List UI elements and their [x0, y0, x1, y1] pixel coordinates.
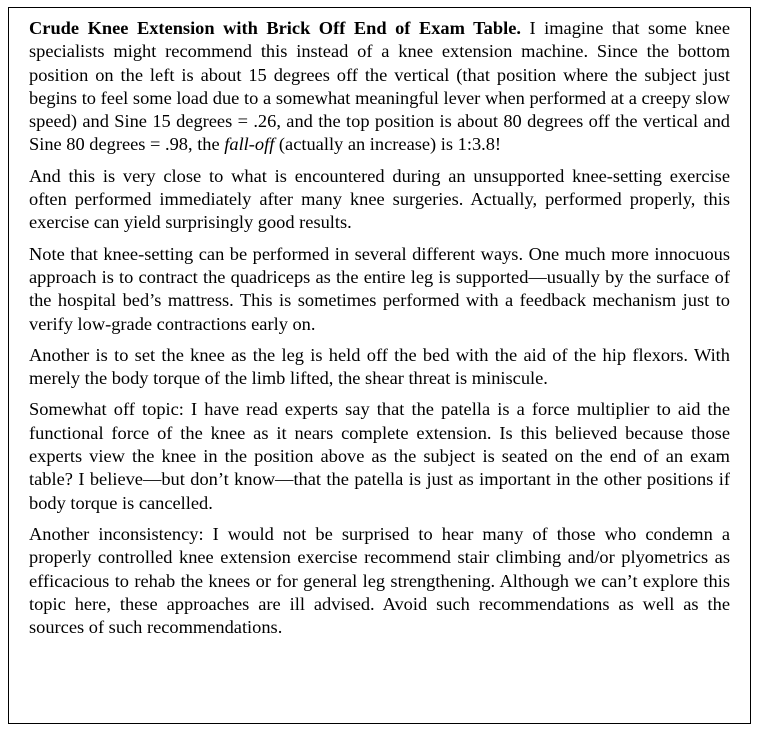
emphasis-fall-off: fall-off [224, 134, 275, 155]
paragraph-text: I imagine that some knee specialists might recommend this instead of a knee extension machine. Since the bottom position on the left is about 15 degrees off the vertical (that position where the subject just begins to feel some load due to a somewhat meaningful lever when performed at a creepy slow speed) and Sine 15 degrees = .26, and the top position is about 80 degrees off the vertical and Sine 80 degrees = .98, the [29, 18, 730, 155]
paragraph-inconsistency: Another inconsistency: I would not be surprised to hear many of those who condemn a properly controlled knee extension exercise recommend stair climbing and/or plyometrics as efficacious to rehab the knees or for general leg strengthening. Although we can’t explore this topic here, these approaches are ill advised. Avoid such recommendations as well as the sources of such recommendations. [29, 523, 730, 638]
paragraph-lead-title: Crude Knee Extension with Brick Off End of Exam Table. [29, 18, 521, 38]
paragraph-knee-setting-similarity: And this is very close to what is encountered during an unsupported knee-setting exercise often performed immediately after many knee surgeries. Actually, performed properly, this exercise can yield surprisingly good results. [29, 165, 730, 233]
text-box [8, 7, 751, 724]
paragraph-patella: Somewhat off topic: I have read experts say that the patella is a force multiplier to aid the functional force of the knee as it nears complete extension. Is this believed because those experts view the knee in the position above as the subject is seated on the end of an exam table? I believe—but don’t know—that the patella is just as important in the other positions if body torque is cancelled. [29, 399, 730, 513]
paragraph-hip-flexors: Another is to set the knee as the leg is held off the bed with the aid of the hip flexors. With merely the body torque of the limb lifted, the shear threat is miniscule. [29, 344, 730, 389]
paragraph-knee-setting-ways: Note that knee-setting can be performed in several different ways. One much more innocuous approach is to contract the quadriceps as the entire leg is supported—usually by the surface of the hospital bed’s mattress. This is sometimes performed with a feedback mechanism just to verify low-grade contractions early on. [29, 243, 730, 334]
paragraph-text: (actually an increase) is 1:3.8! [274, 134, 502, 155]
paragraph-crude-knee-extension [29, 17, 730, 157]
